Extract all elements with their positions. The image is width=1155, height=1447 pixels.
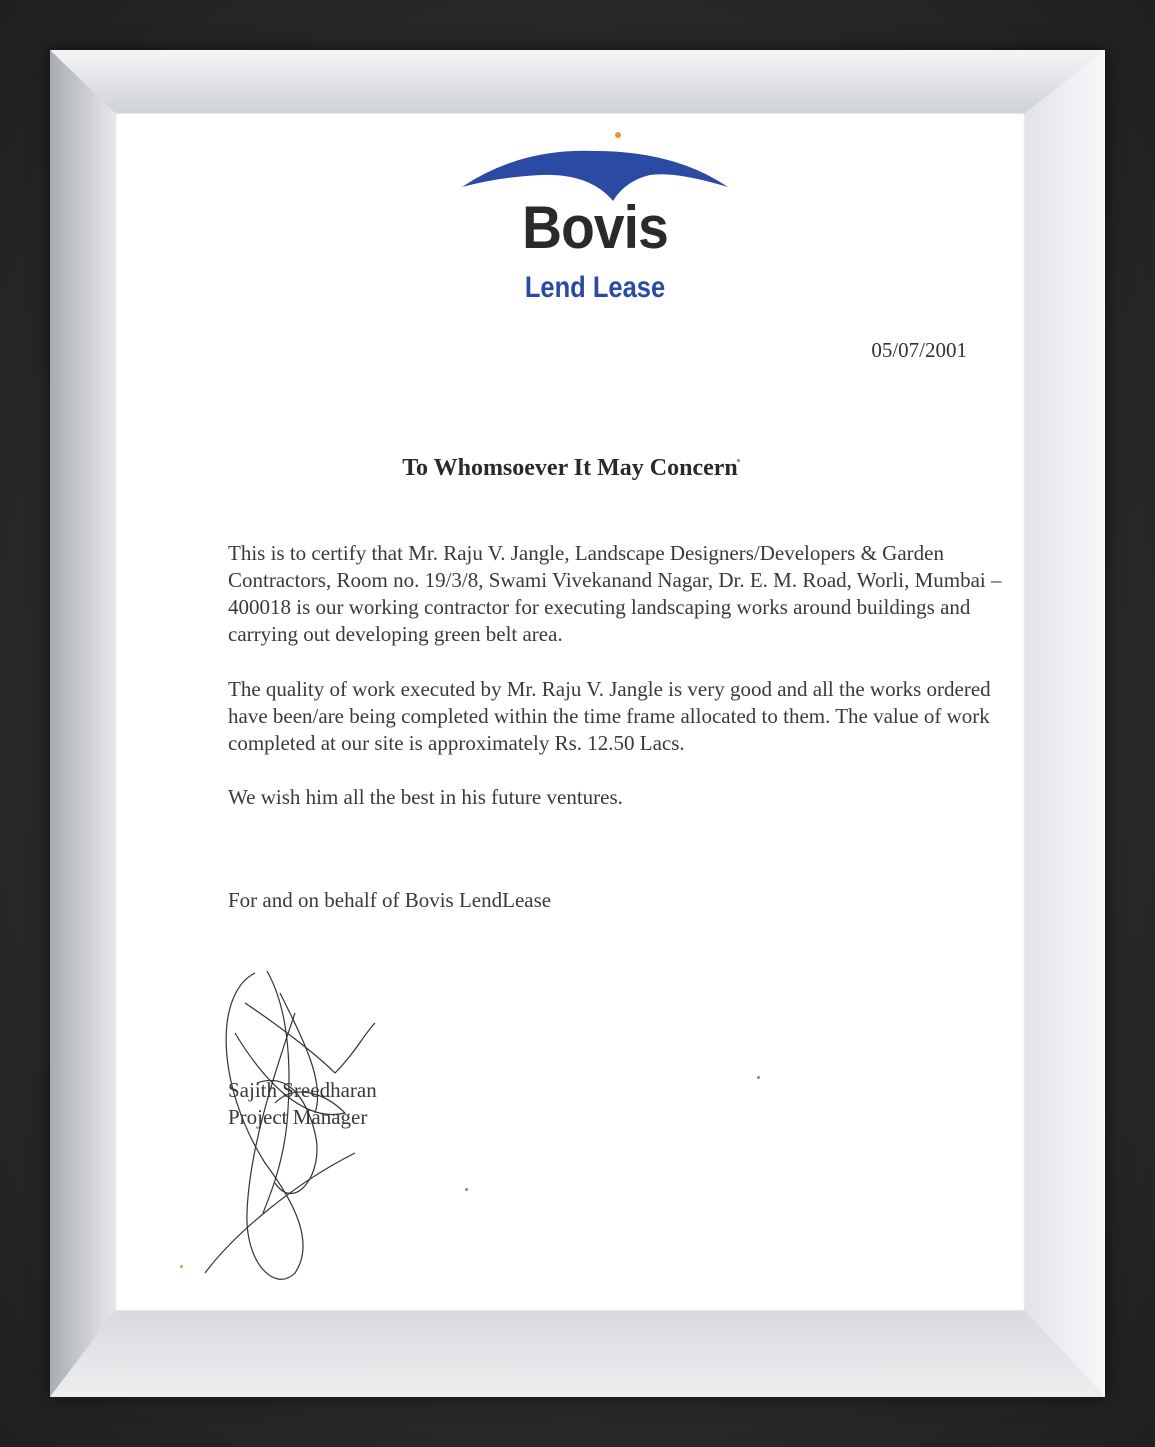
letter-heading: To Whomsoever It May Concern (402, 455, 738, 481)
closing-line: For and on behalf of Bovis LendLease (228, 888, 552, 912)
body-paragraph-1: This is to certify that Mr. Raju V. Jangle, Landscape Designers/Developers & Garden Contractors, Room no. 19/3/8, Swami Vivekanand Nagar, Dr. E. M. Road, Worli, Mumbai – 400018 is our working contractor for executing landscaping works around buildings and carrying out developing green belt area. (228, 541, 1002, 646)
body-paragraph-2: The quality of work executed by Mr. Raju V. Jangle is very good and all the works ordered have been/are being completed within the time frame allocated to them. The value of work completed at our site is approximately Rs. 12.50 Lacs. (228, 677, 991, 755)
arc-logo-icon (460, 123, 730, 203)
company-subname: Lend Lease (524, 271, 666, 304)
signer-title: Project Manager (228, 1105, 368, 1129)
letter-paper (115, 113, 1025, 1311)
signer-name: Sajith Sreedharan (228, 1078, 377, 1102)
company-name: Bovis (522, 194, 668, 261)
paper-speck (757, 1076, 760, 1079)
paper-speck (465, 1188, 468, 1191)
paper-speck (180, 1265, 183, 1268)
picture-frame (50, 50, 1105, 1397)
letter-date: 05/07/2001 (871, 338, 967, 362)
body-paragraph-3: We wish him all the best in his future ventures. (228, 785, 623, 809)
